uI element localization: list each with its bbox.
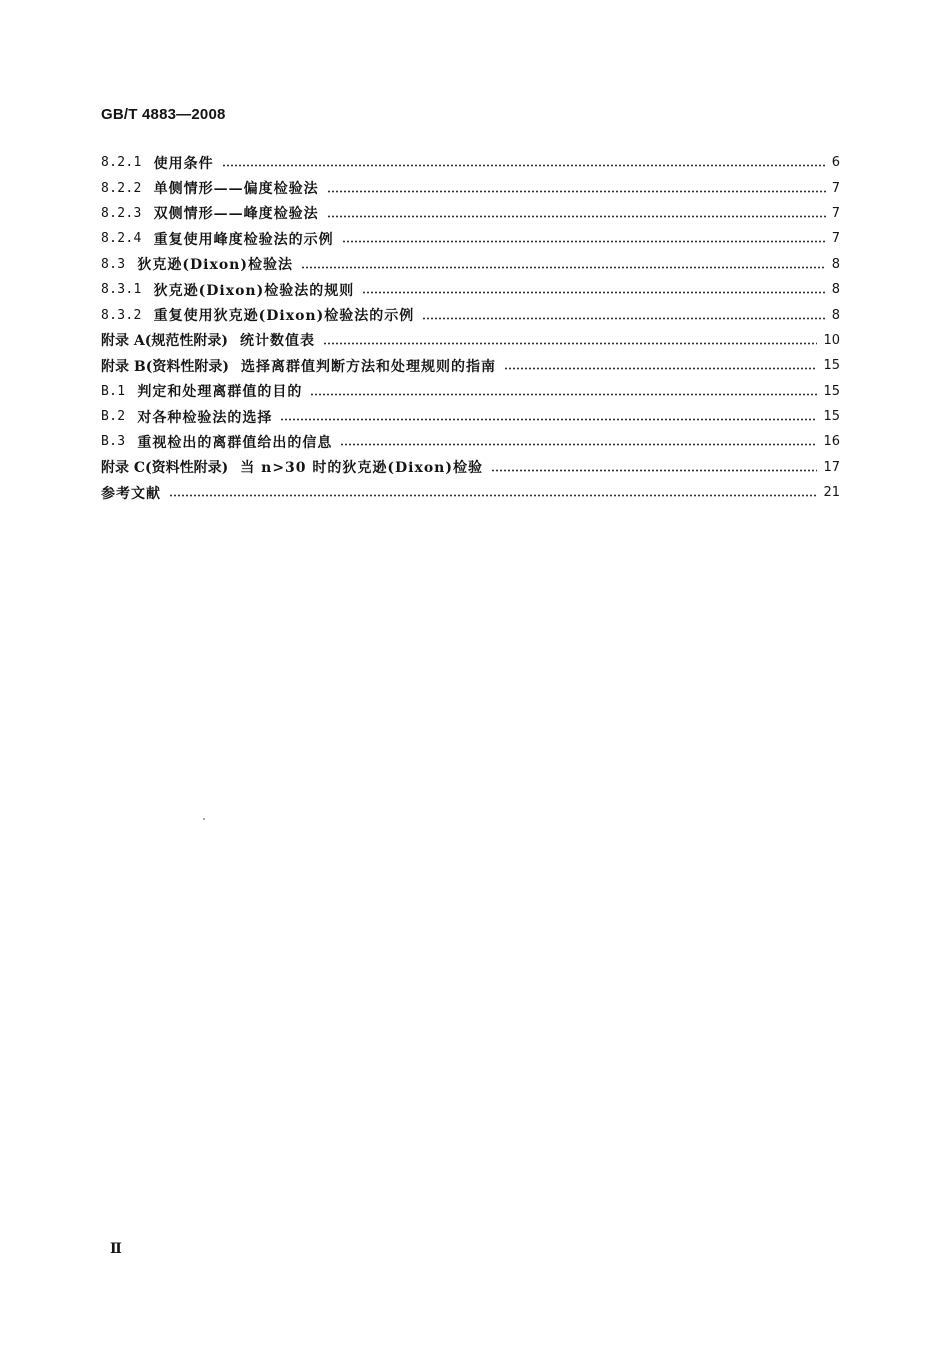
toc-leader-dots	[362, 291, 826, 294]
toc-entry-title: 参考文献	[101, 485, 161, 502]
toc-entry-page: 7	[831, 205, 840, 221]
toc-leader-dots	[504, 367, 817, 370]
toc-entry-number: 8.2.4	[101, 231, 142, 247]
toc-leader-dots	[301, 266, 826, 269]
toc-entry-page: 7	[831, 180, 840, 196]
toc-entry-appendix[interactable]	[101, 328, 840, 353]
toc-leader-dots	[422, 317, 826, 320]
toc-entry-title: 判定和处理离群值的目的	[137, 384, 303, 401]
toc-entry-number: 附录 B(资料性附录)	[101, 358, 229, 375]
toc-entry-title: 狄克逊(Dixon)检验法	[137, 257, 293, 274]
toc-leader-dots	[342, 240, 826, 243]
toc-entry-title: 双侧情形——峰度检验法	[153, 206, 319, 223]
toc-entry[interactable]	[101, 302, 840, 327]
toc-entry-number: 8.2.2	[101, 180, 142, 196]
toc-entry[interactable]	[101, 379, 840, 404]
toc-entry-page: 10	[823, 332, 840, 348]
toc-entry-title: 当 n>30 时的狄克逊(Dixon)检验	[240, 460, 483, 477]
toc-entry-title: 单侧情形——偏度检验法	[153, 181, 319, 198]
toc-entry-number: 8.3.1	[101, 282, 142, 298]
toc-leader-dots	[491, 469, 817, 472]
toc-entry[interactable]	[101, 226, 840, 251]
toc-leader-dots	[327, 215, 826, 218]
page-number-footer: Ⅱ	[110, 1241, 122, 1257]
toc-entry-number: B.3	[101, 434, 126, 450]
toc-leader-dots	[340, 443, 817, 446]
toc-entry-number: B.1	[101, 383, 126, 399]
toc-entry-page: 21	[823, 485, 840, 501]
toc-entry-title: 重复使用狄克逊(Dixon)检验法的示例	[153, 308, 415, 325]
toc-leader-dots	[310, 393, 817, 396]
toc-entry-appendix[interactable]	[101, 353, 840, 378]
toc-entry-page: 15	[823, 358, 840, 374]
toc-entry-page: 7	[831, 231, 840, 247]
toc-entry-number: 8.3.2	[101, 307, 142, 323]
toc-entry[interactable]	[101, 201, 840, 226]
toc-entry-number: B.2	[101, 409, 126, 425]
toc-entry-number: 附录 C(资料性附录)	[101, 460, 229, 477]
toc-entry-title: 重复使用峰度检验法的示例	[153, 231, 334, 248]
toc-entry-references[interactable]	[101, 480, 840, 505]
toc-leader-dots	[169, 494, 817, 497]
toc-leader-dots	[327, 190, 826, 193]
toc-entry-title: 统计数值表	[239, 333, 315, 350]
toc-entry-title: 狄克逊(Dixon)检验法的规则	[153, 282, 355, 299]
toc-entry[interactable]	[101, 252, 840, 277]
toc-leader-dots	[280, 418, 817, 421]
toc-entry[interactable]	[101, 175, 840, 200]
toc-entry-title: 使用条件	[153, 155, 214, 172]
toc-entry-title: 选择离群值判断方法和处理规则的指南	[240, 358, 496, 375]
scan-speck	[203, 818, 205, 820]
toc-entry-page: 17	[823, 459, 840, 475]
toc-entry-page: 8	[831, 256, 840, 272]
toc-entry[interactable]	[101, 404, 840, 429]
toc-entry-number: 8.2.3	[101, 205, 142, 221]
toc-entry-page: 15	[823, 409, 840, 425]
toc-entry-page: 15	[823, 383, 840, 399]
toc-entry-title: 重视检出的离群值给出的信息	[137, 434, 333, 451]
toc-leader-dots	[222, 164, 826, 167]
toc-entry-page: 8	[831, 282, 840, 298]
table-of-contents	[101, 150, 840, 505]
toc-entry-number: 8.3	[101, 256, 126, 272]
toc-entry[interactable]	[101, 429, 840, 454]
toc-entry[interactable]	[101, 150, 840, 175]
toc-entry[interactable]	[101, 277, 840, 302]
toc-entry-page: 16	[823, 434, 840, 450]
standard-code-header: GB/T 4883—2008	[101, 106, 226, 123]
toc-entry-title: 对各种检验法的选择	[137, 409, 273, 426]
toc-entry-number: 附录 A(规范性附录)	[101, 333, 228, 350]
toc-entry-page: 6	[831, 155, 840, 171]
toc-entry-page: 8	[831, 307, 840, 323]
toc-entry-appendix[interactable]	[101, 455, 840, 480]
toc-entry-number: 8.2.1	[101, 155, 142, 171]
toc-leader-dots	[323, 342, 817, 345]
